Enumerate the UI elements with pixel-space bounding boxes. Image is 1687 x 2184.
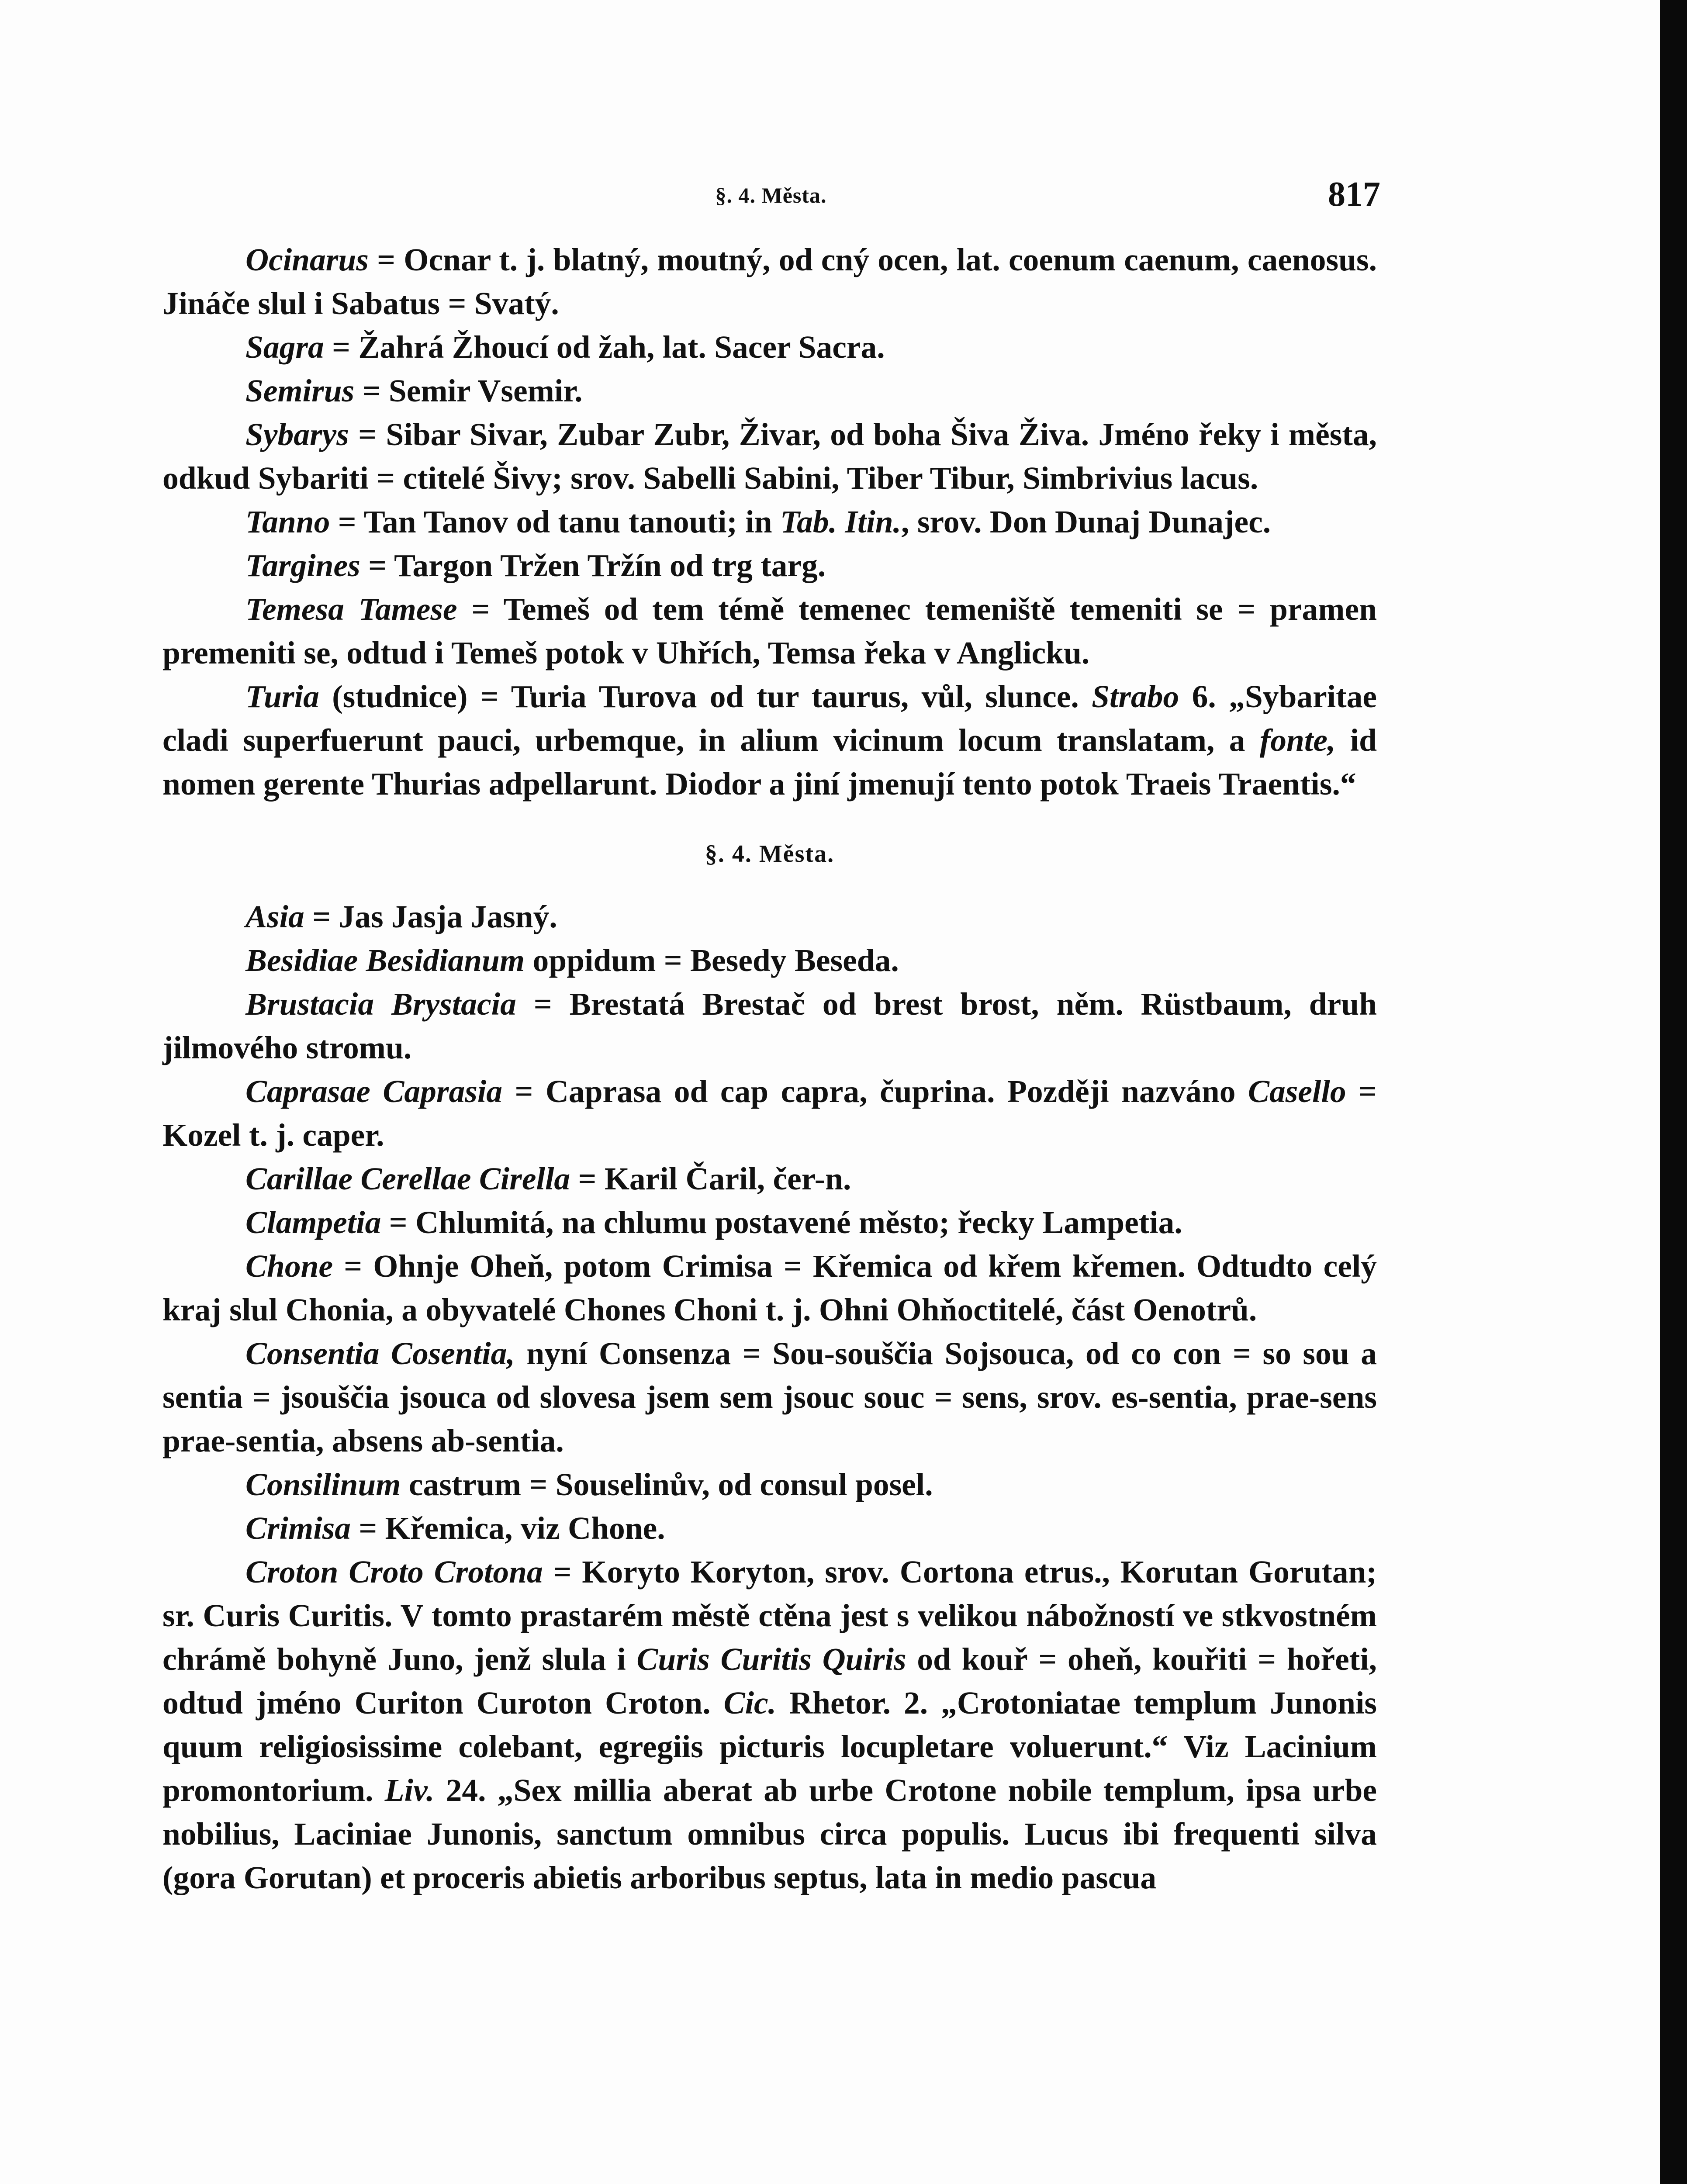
entry-text: = Jas Jasja Jasný. (304, 899, 557, 934)
entry-term: Casello (1248, 1074, 1346, 1109)
entry-text: = Kozel t. j. caper. (162, 1074, 1377, 1153)
entry-text: = Křemica, viz Chone. (351, 1510, 665, 1546)
entry-term: Asia (245, 899, 304, 934)
entries-list-previous-section (162, 238, 1377, 806)
entry-term: Curis Curitis Quiris (636, 1641, 906, 1677)
entry-text: od kouř = oheň, kouřiti = hořeti, odtud jméno Curiton Curoton Croton. (162, 1641, 1377, 1721)
entry-paragraph (162, 675, 1377, 806)
entry-text: 24. „Sex millia aberat ab urbe Crotone nobile templum, ipsa urbe nobilius, Laciniae Junonis, sanctum omnibus circa populis. Lucus ibi frequenti silva (gora Gorutan) et proceris abietis arboribus septus, lata in medio pascua (162, 1773, 1377, 1895)
entry-text: = Semir Vsemir. (354, 373, 583, 408)
page-body (162, 238, 1377, 1900)
entry-paragraph (162, 1507, 1377, 1550)
entry-paragraph (162, 1463, 1377, 1507)
entry-term: fonte, (1259, 722, 1336, 758)
entry-text: = Temeš od tem témě temenec temeniště temeniti se = pramen premeniti se, odtud i Temeš potok v Uhřích, Temsa řeka v Anglicku. (162, 591, 1377, 670)
scan-border-right (1660, 0, 1687, 2184)
page-number: 817 (1328, 175, 1380, 214)
entry-text: = Ohnje Oheň, potom Crimisa = Křemica od křem křemen. Odtudto celý kraj slul Chonia, a obyvatelé Chones Choni t. j. Ohni Ohňoctitelé, část Oenotrů. (162, 1248, 1377, 1327)
entry-paragraph (162, 1201, 1377, 1244)
entry-term: Liv. (384, 1773, 435, 1808)
entry-term: Tab. Itin. (780, 504, 902, 539)
entry-paragraph (162, 1070, 1377, 1157)
entry-paragraph (162, 587, 1377, 675)
entry-paragraph (162, 895, 1377, 939)
entry-text: = Karil Čaril, čer-n. (570, 1161, 851, 1196)
entry-paragraph (162, 1332, 1377, 1463)
entry-text: = Chlumitá, na chlumu postavené město; řecky Lampetia. (381, 1205, 1182, 1240)
entry-term: Targines (245, 548, 360, 583)
entry-paragraph (162, 939, 1377, 982)
entry-paragraph (162, 982, 1377, 1070)
entry-text: nyní Consenza = Sou-souščia Sojsouca, od co con = so sou a sentia = jsouščia jsouca od slovesa jsem sem jsouc souc = sens, srov. es-sentia, prae-sens prae-sentia, absens ab-sentia. (162, 1336, 1377, 1458)
entry-paragraph (162, 413, 1377, 500)
entry-term: Clampetia (245, 1205, 381, 1240)
entry-paragraph (162, 1244, 1377, 1332)
entry-term: Crimisa (245, 1510, 351, 1546)
entry-term: Sybarys (245, 417, 349, 452)
entry-term: Turia (245, 679, 319, 714)
entry-text: = Tan Tanov od tanu tanouti; in (330, 504, 780, 539)
entries-list-mesta (162, 895, 1377, 1900)
entry-text: = Ocnar t. j. blatný, moutný, od cný ocen, lat. coenum caenum, caenosus. Jináče slul i Sabatus = Svatý. (162, 242, 1377, 321)
entry-text: = Žahrá Žhoucí od žah, lat. Sacer Sacra. (324, 329, 885, 365)
entry-term: Temesa Tamese (245, 591, 457, 627)
entry-term: Consilinum (245, 1467, 401, 1502)
entry-term: Ocinarus (245, 242, 369, 277)
entry-term: Besidiae Besidianum (245, 943, 525, 978)
entry-paragraph (162, 325, 1377, 369)
entry-term: Tanno (245, 504, 330, 539)
entry-text: oppidum = Besedy Beseda. (525, 943, 899, 978)
entry-term: Consentia Cosentia, (245, 1336, 515, 1371)
entry-paragraph (162, 369, 1377, 413)
entry-text: , srov. Don Dunaj Dunajec. (901, 504, 1271, 539)
entry-term: Semirus (245, 373, 355, 408)
entry-text: id nomen gerente Thurias adpellarunt. Diodor a jiní jmenují tento potok Traeis Traentis.“ (162, 722, 1377, 802)
entry-term: Croton Croto Crotona (245, 1554, 543, 1590)
entry-text: = Koryto Koryton, srov. Cortona etrus., Korutan Gorutan; sr. Curis Curitis. V tomto prastarém městě ctěna jest s velikou nábožností ve stkvostném chrámě bohyně Juno, jenž slula i (162, 1554, 1377, 1677)
entry-term: Carillae Cerellae Cirella (245, 1161, 570, 1196)
entry-term: Sagra (245, 329, 324, 365)
entry-term: Chone (245, 1248, 333, 1284)
entry-text: Rhetor. 2. „Crotoniatae templum Junonis quum religiosissime colebant, egregiis picturis locupletare voluerunt.“ Viz Lacinium promontorium. (162, 1685, 1377, 1808)
entry-term: Caprasae Caprasia (245, 1074, 502, 1109)
entry-text: = Sibar Sivar, Zubar Zubr, Živar, od boha Šiva Živa. Jméno řeky i města, odkud Sybariti = ctitelé Šivy; srov. Sabelli Sabini, Tiber Tibur, Simbrivius lacus. (162, 417, 1377, 496)
entry-paragraph (162, 1157, 1377, 1201)
entry-term: Cic. (723, 1685, 777, 1721)
section-heading: §. 4. Města. (705, 840, 835, 867)
entry-paragraph (162, 500, 1377, 544)
entry-text: = Caprasa od cap capra, čuprina. Později nazváno (502, 1074, 1248, 1109)
entry-term: Brustacia Brystacia (245, 986, 516, 1022)
entry-term: Strabo (1092, 679, 1179, 714)
entry-paragraph (162, 544, 1377, 587)
running-title: §. 4. Města. (715, 183, 827, 207)
entry-text: castrum = Souselinův, od consul posel. (401, 1467, 933, 1502)
entry-text: 6. „Sybaritae cladi superfuerunt pauci, urbemque, in alium vicinum locum translatam, a (162, 679, 1377, 758)
entry-text: = Targon Tržen Tržín od trg targ. (360, 548, 826, 583)
entry-paragraph (162, 1550, 1377, 1900)
entry-paragraph (162, 238, 1377, 325)
page-header (162, 175, 1380, 223)
entry-text: = Brestatá Brestač od brest brost, něm. Rüstbaum, druh jilmového stromu. (162, 986, 1377, 1065)
entry-text: (studnice) = Turia Turova od tur taurus, vůl, slunce. (319, 679, 1092, 714)
